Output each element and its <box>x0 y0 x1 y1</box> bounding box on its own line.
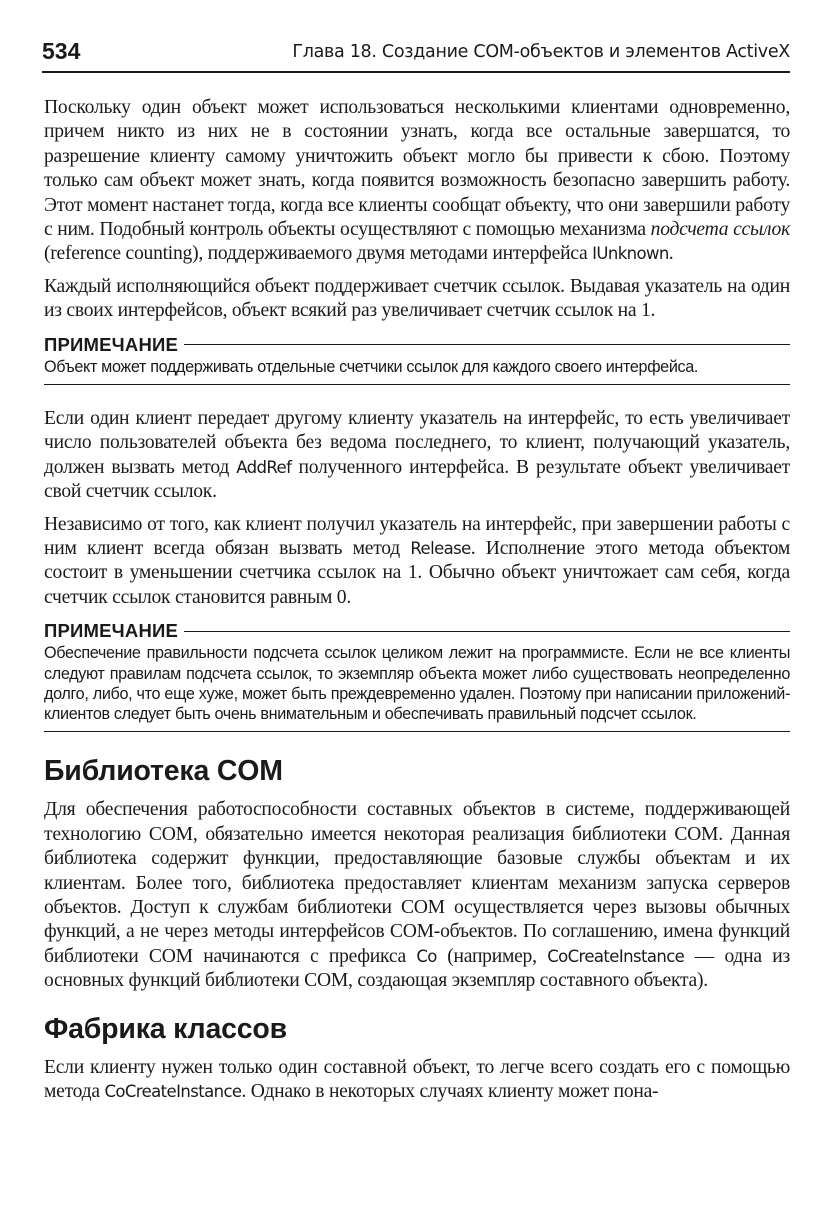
section-heading-class-factory: Фабрика классов <box>44 1012 287 1045</box>
note-text: Объект может поддерживать отдельные счетчики ссылок для каждого своего интерфейса. <box>44 357 790 385</box>
text-run: . Однако в некоторых случаях клиенту может пона- <box>241 1081 659 1103</box>
code-identifier: Release <box>410 538 471 558</box>
text-run: — одна из основных функций библиотеки COM, создающая экземпляр составного объекта). <box>44 945 790 992</box>
text-run: Независимо от того, как клиент получил указатель на интерфейс, при завершении работы с ним клиент всегда обязан вызвать метод <box>44 513 790 559</box>
note-text: Обеспечение правильности подсчета ссылок целиком лежит на программисте. Если не все клиенты следуют правилам подсчета ссылок, то экземпляр объекта может либо существовать неопределенно долго, либо, что еще хуже, может быть преждевременно удален. Поэтому при написании приложений-клиентов следует быть очень внимательным и обеспечивать правильный подсчет ссылок. <box>44 643 790 732</box>
page-content <box>44 96 790 1104</box>
term-emphasis: подсчета ссылок <box>650 219 791 241</box>
section-heading-com-library: Библиотека COM <box>44 755 283 788</box>
note-box-2 <box>44 620 790 732</box>
code-identifier: CoCreateInstance <box>547 946 685 966</box>
paragraph-com-library <box>44 798 790 993</box>
note-box-1 <box>44 334 790 385</box>
text-run: . <box>668 243 674 265</box>
paragraph-class-factory <box>44 1056 790 1105</box>
text-run: Если один клиент передает другому клиенту указатель на интерфейс, то есть увеличивает число пользователей объекта без ведома последнего, то клиент, получающий указатель, должен вызвать метод <box>44 407 790 478</box>
page-number: 534 <box>42 38 81 64</box>
note-rule <box>184 344 790 345</box>
paragraph-release <box>44 513 790 611</box>
text-run: . Исполнение этого метода объектом состоит в уменьшении счетчика ссылок на 1. Обычно объект уничтожает сам себя, когда счетчик ссылок становится равным 0. <box>44 537 790 608</box>
note-label: ПРИМЕЧАНИЕ <box>44 620 179 642</box>
note-label: ПРИМЕЧАНИЕ <box>44 333 179 355</box>
note-header <box>44 620 790 642</box>
text-run: Для обеспечения работоспособности составных объектов в системе, поддерживающей технологию COM, обязательно имеется некоторая реализация библиотеки COM. Данная библиотека содержит функции, предоставляющие базовые службы объектам и их клиентам. Более того, библиотека предоставляет клиентам механизм запуска серверов объектов. Доступ к службам библиотеки COM осуществляется через вызовы обычных функций, а не через методы интерфейсов COM-объектов. По соглашению, имена функций библиотеки COM начинаются с префикса <box>44 799 790 967</box>
paragraph-addref <box>44 407 790 505</box>
code-identifier: AddRef <box>236 457 292 477</box>
text-run: (reference counting), поддерживаемого двумя методами интерфейса <box>44 243 593 265</box>
text-run: полученного интерфейса. В результате объект увеличивает свой счетчик ссылок. <box>44 456 790 503</box>
code-identifier: IUnknown <box>592 244 669 264</box>
note-rule <box>184 631 790 632</box>
text-run: Поскольку один объект может использоваться несколькими клиентами одновременно, причем никто из них не в состоянии узнать, когда все остальные завершатся, то разрешение клиенту самому уничтожить объект могло бы привести к сбою. Поэтому только сам объект может знать, когда появится возможность безопасно завершить работу. Этот момент настанет тогда, когда все клиенты сообщат объекту, что они завершили работу с ним. Подобный контроль объекты осуществляют с помощью механизма <box>44 97 790 241</box>
paragraph-counter: Каждый исполняющийся объект поддерживает счетчик ссылок. Выдавая указатель на один из своих интерфейсов, объект всякий раз увеличивает счетчик ссылок на 1. <box>44 275 790 322</box>
paragraph-reference-counting-intro <box>44 96 790 267</box>
running-head: Глава 18. Создание COM-объектов и элементов ActiveX <box>292 42 790 62</box>
note-header <box>44 334 790 356</box>
text-run: (например, <box>436 945 548 967</box>
text-run: Если клиенту нужен только один составной объект, то легче всего создать его с помощью метода <box>44 1056 790 1103</box>
code-identifier: CoCreateInstance <box>104 1082 242 1102</box>
page-header <box>42 37 790 73</box>
code-identifier: Co <box>416 946 437 966</box>
